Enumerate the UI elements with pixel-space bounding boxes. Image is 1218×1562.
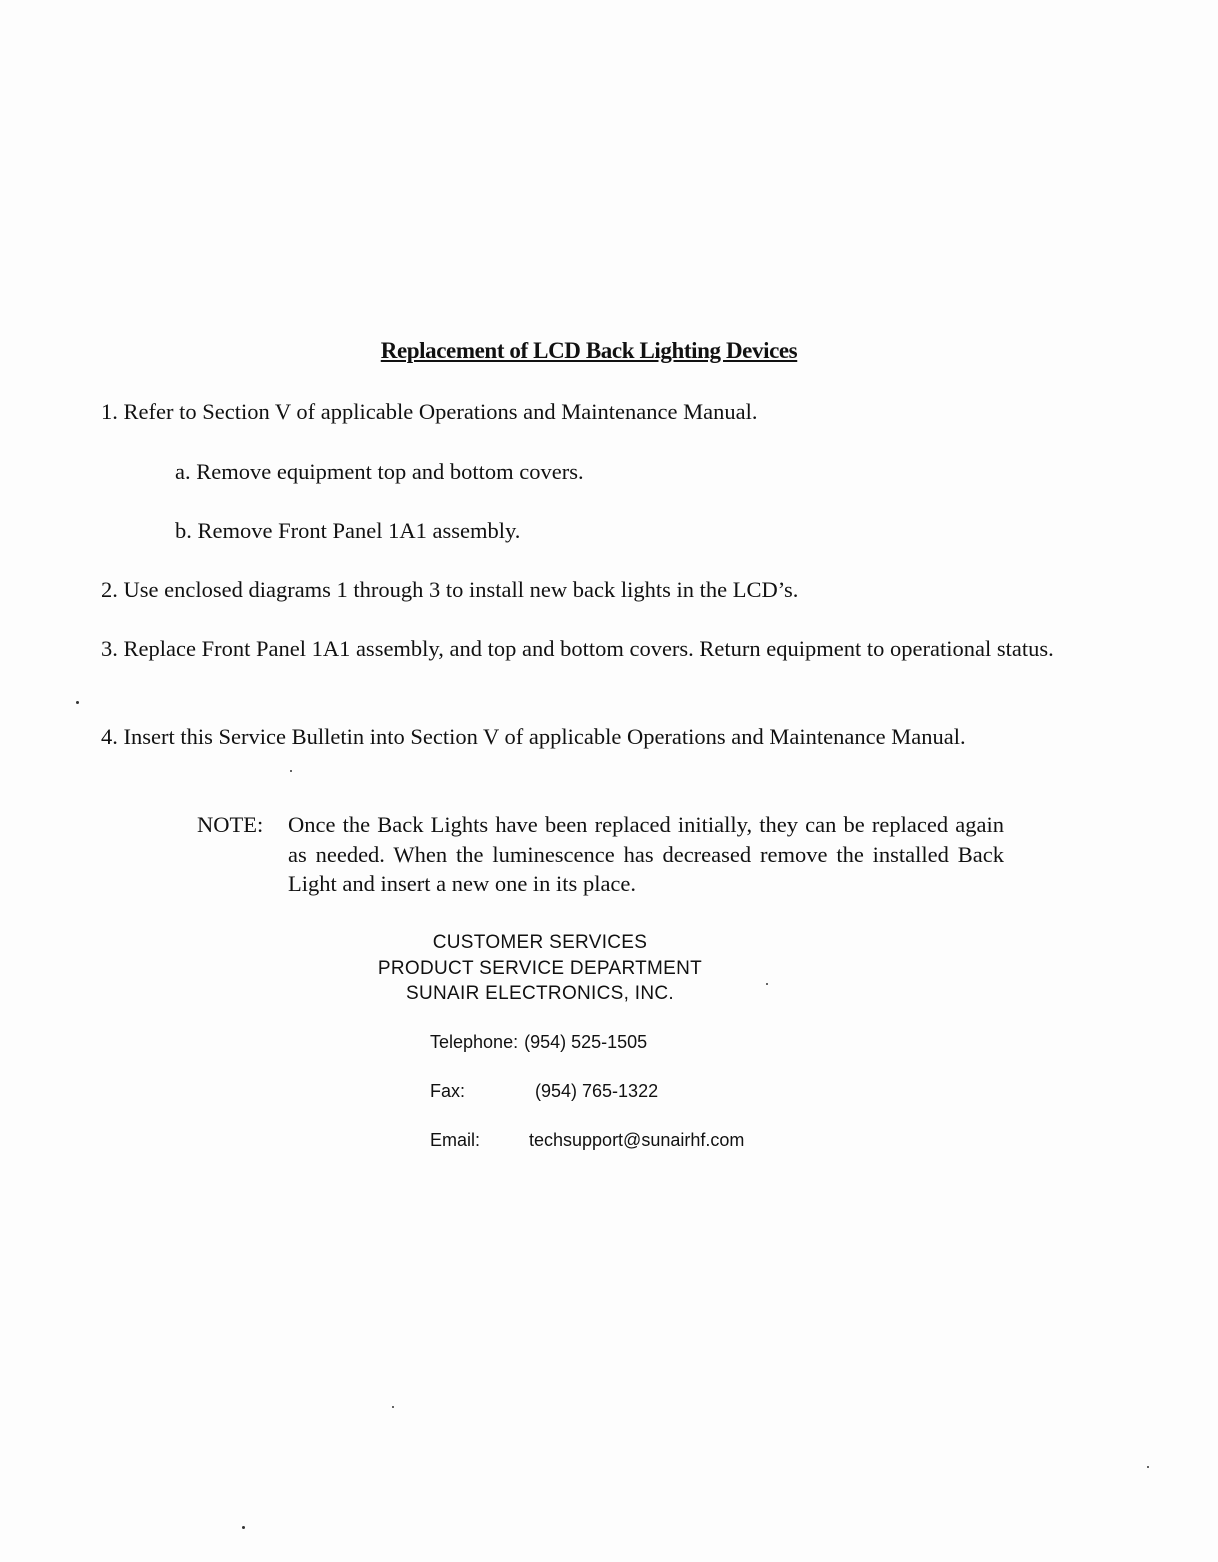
contact-department <box>330 930 750 1007</box>
step-1: 1. Refer to Section V of applicable Operations and Maintenance Manual. <box>101 399 758 424</box>
telephone-row <box>430 1030 647 1054</box>
scan-speck <box>76 701 79 704</box>
step-1b: b. Remove Front Panel 1A1 assembly. <box>175 518 521 543</box>
note-block <box>197 810 1017 899</box>
telephone-label: Telephone: <box>430 1032 519 1052</box>
email-value: techsupport@sunairhf.com <box>529 1130 745 1150</box>
fax-row <box>430 1079 658 1103</box>
document-title: Replacement of LCD Back Lighting Devices <box>380 338 798 363</box>
scan-speck <box>392 1406 394 1408</box>
email-row <box>430 1128 744 1152</box>
fax-label: Fax: <box>430 1081 466 1101</box>
scan-speck <box>242 1526 245 1529</box>
telephone-value: (954) 525-1505 <box>524 1032 648 1052</box>
step-2: 2. Use enclosed diagrams 1 through 3 to install new back lights in the LCD’s. <box>101 577 799 602</box>
scan-speck <box>290 770 292 772</box>
step-4: 4. Insert this Service Bulletin into Section V of applicable Operations and Maintenance Manual. <box>101 724 966 749</box>
contact-line-product-service: PRODUCT SERVICE DEPARTMENT <box>377 957 703 979</box>
note-text: Once the Back Lights have been replaced initially, they can be replaced again as needed. When the luminescence has decreased remove the installed Back Light and insert a new one in its place. <box>288 812 1004 896</box>
note-label: NOTE: <box>197 812 264 837</box>
step-3: 3. Replace Front Panel 1A1 assembly, and top and bottom covers. Return equipment to operational status. <box>101 636 1054 661</box>
scan-speck <box>766 983 768 985</box>
email-label: Email: <box>430 1130 481 1150</box>
contact-line-company: SUNAIR ELECTRONICS, INC. <box>406 983 674 1004</box>
step-1a: a. Remove equipment top and bottom covers. <box>175 459 584 484</box>
fax-value: (954) 765-1322 <box>535 1081 659 1101</box>
scan-speck <box>1147 1466 1149 1468</box>
contact-line-customer-services: CUSTOMER SERVICES <box>432 932 648 953</box>
